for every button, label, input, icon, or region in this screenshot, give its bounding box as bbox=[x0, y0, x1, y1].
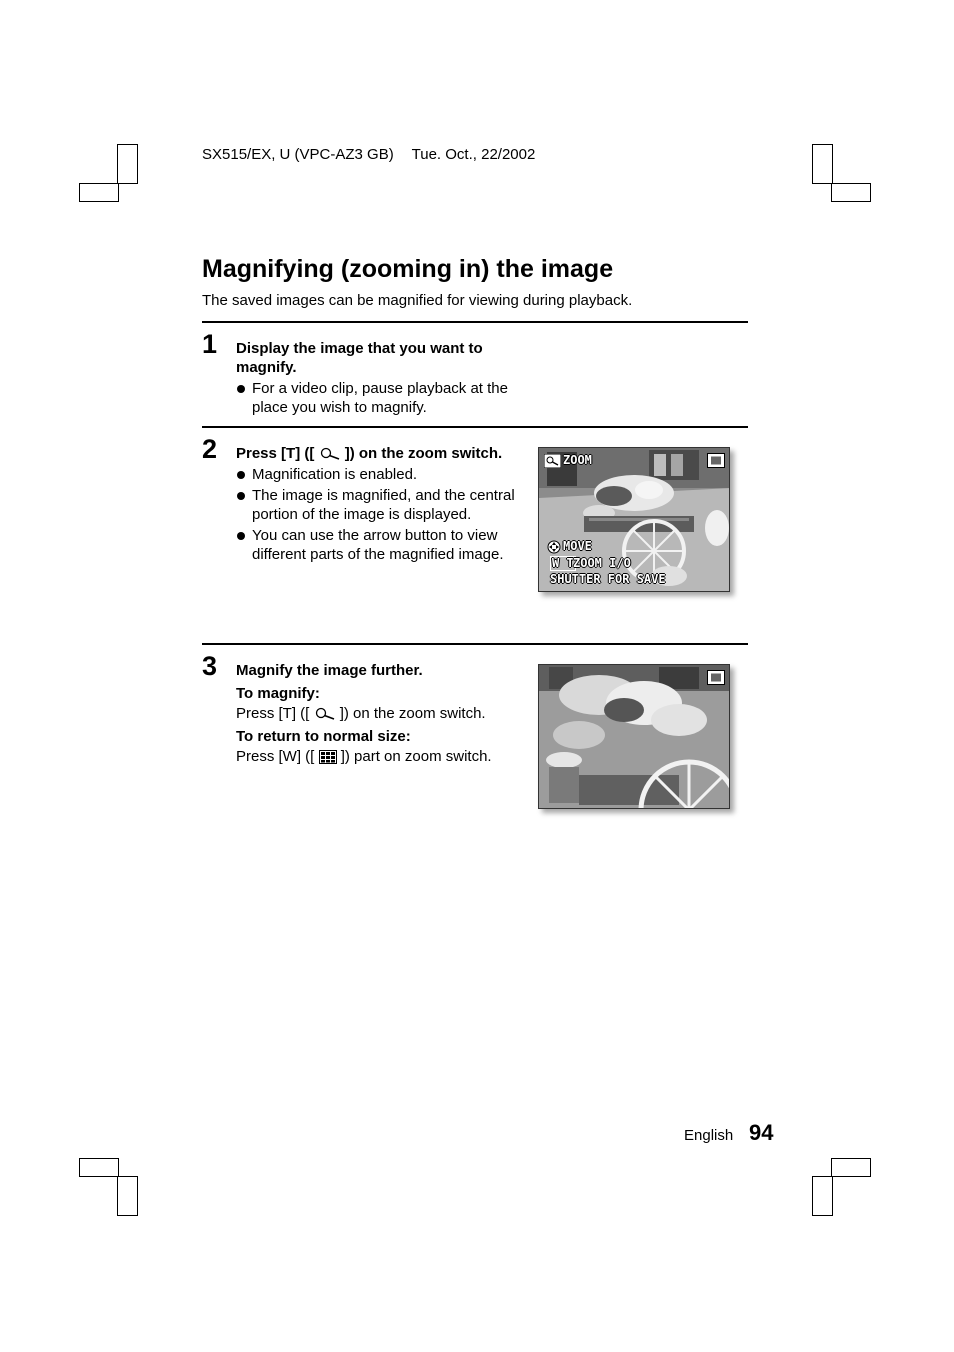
card-icon bbox=[707, 670, 725, 685]
zoom-mode-screen bbox=[538, 447, 730, 592]
grid-icon bbox=[319, 750, 337, 764]
step-1-bullet-1: For a video clip, pause playback at the place you wish to magnify. bbox=[236, 379, 516, 417]
magnified-scene-photo bbox=[539, 665, 730, 809]
osd-move-label: MOVE bbox=[563, 539, 592, 553]
normal-size-pre: Press [W] ([ bbox=[236, 748, 315, 765]
osd-wt-label: W T bbox=[552, 556, 574, 570]
magnifier-icon bbox=[314, 707, 336, 721]
step-1-rule bbox=[202, 321, 748, 323]
step-1-heading: Display the image that you want to magnify. bbox=[236, 340, 483, 376]
normal-size-text bbox=[236, 747, 526, 766]
header-model: SX515/EX, U (VPC-AZ3 GB) bbox=[202, 146, 394, 163]
step-2-body bbox=[236, 444, 516, 564]
crop-mark-bl-h bbox=[79, 1158, 119, 1177]
step-1-bullets bbox=[236, 379, 516, 417]
magnified-screen bbox=[538, 664, 730, 809]
step-2-heading-post: ]) on the zoom switch. bbox=[344, 445, 503, 462]
crop-mark-tr-h bbox=[831, 183, 871, 202]
magnifier-icon bbox=[319, 447, 341, 461]
step-2-number: 2 bbox=[202, 434, 218, 464]
step-2-bullet-1: Magnification is enabled. bbox=[236, 465, 516, 484]
arrow-pad-icon bbox=[547, 540, 561, 554]
step-2-heading-pre: Press [T] ([ bbox=[236, 445, 315, 462]
step-3-heading: Magnify the image further. bbox=[236, 662, 423, 679]
crop-mark-tl-v bbox=[117, 144, 138, 184]
osd-zoom-ratio-label: ZOOM I/O bbox=[573, 556, 631, 570]
crop-mark-bl-v bbox=[117, 1176, 138, 1216]
to-magnify-heading: To magnify: bbox=[236, 685, 320, 702]
crop-mark-tr-v bbox=[812, 144, 833, 184]
to-magnify-post: ]) on the zoom switch. bbox=[339, 705, 486, 722]
step-3-body bbox=[236, 661, 526, 766]
to-magnify-text bbox=[236, 704, 526, 723]
step-3-number: 3 bbox=[202, 651, 218, 681]
to-magnify-pre: Press [T] ([ bbox=[236, 705, 310, 722]
normal-size-heading: To return to normal size: bbox=[236, 728, 411, 745]
normal-size-post: ]) part on zoom switch. bbox=[340, 748, 492, 765]
step-2-bullet-2: The image is magnified, and the central portion of the image is displayed. bbox=[236, 486, 516, 524]
step-1-body bbox=[236, 339, 516, 417]
page-number: 94 bbox=[749, 1120, 774, 1145]
step-2-rule bbox=[202, 426, 748, 428]
print-header bbox=[202, 146, 549, 163]
footer-language: English bbox=[684, 1127, 734, 1144]
step-2-heading bbox=[236, 444, 516, 463]
card-icon bbox=[707, 453, 725, 468]
step-3-rule bbox=[202, 643, 748, 645]
step-2-bullet-3: You can use the arrow button to view different parts of the magnified image. bbox=[236, 526, 516, 564]
intro-text: The saved images can be magnified for viewing during playback. bbox=[202, 292, 633, 309]
osd-shutter-label: SHUTTER FOR SAVE bbox=[550, 572, 666, 586]
step-2-bullets bbox=[236, 465, 516, 564]
page-title: Magnifying (zooming in) the image bbox=[202, 255, 614, 283]
crop-mark-br-v bbox=[812, 1176, 833, 1216]
step-1-number: 1 bbox=[202, 329, 218, 359]
crop-mark-tl-h bbox=[79, 183, 119, 202]
header-date: Tue. Oct., 22/2002 bbox=[411, 146, 536, 163]
osd-zoom-label: ZOOM bbox=[563, 453, 592, 467]
crop-mark-br-h bbox=[831, 1158, 871, 1177]
osd-magnifier-icon bbox=[544, 454, 561, 468]
